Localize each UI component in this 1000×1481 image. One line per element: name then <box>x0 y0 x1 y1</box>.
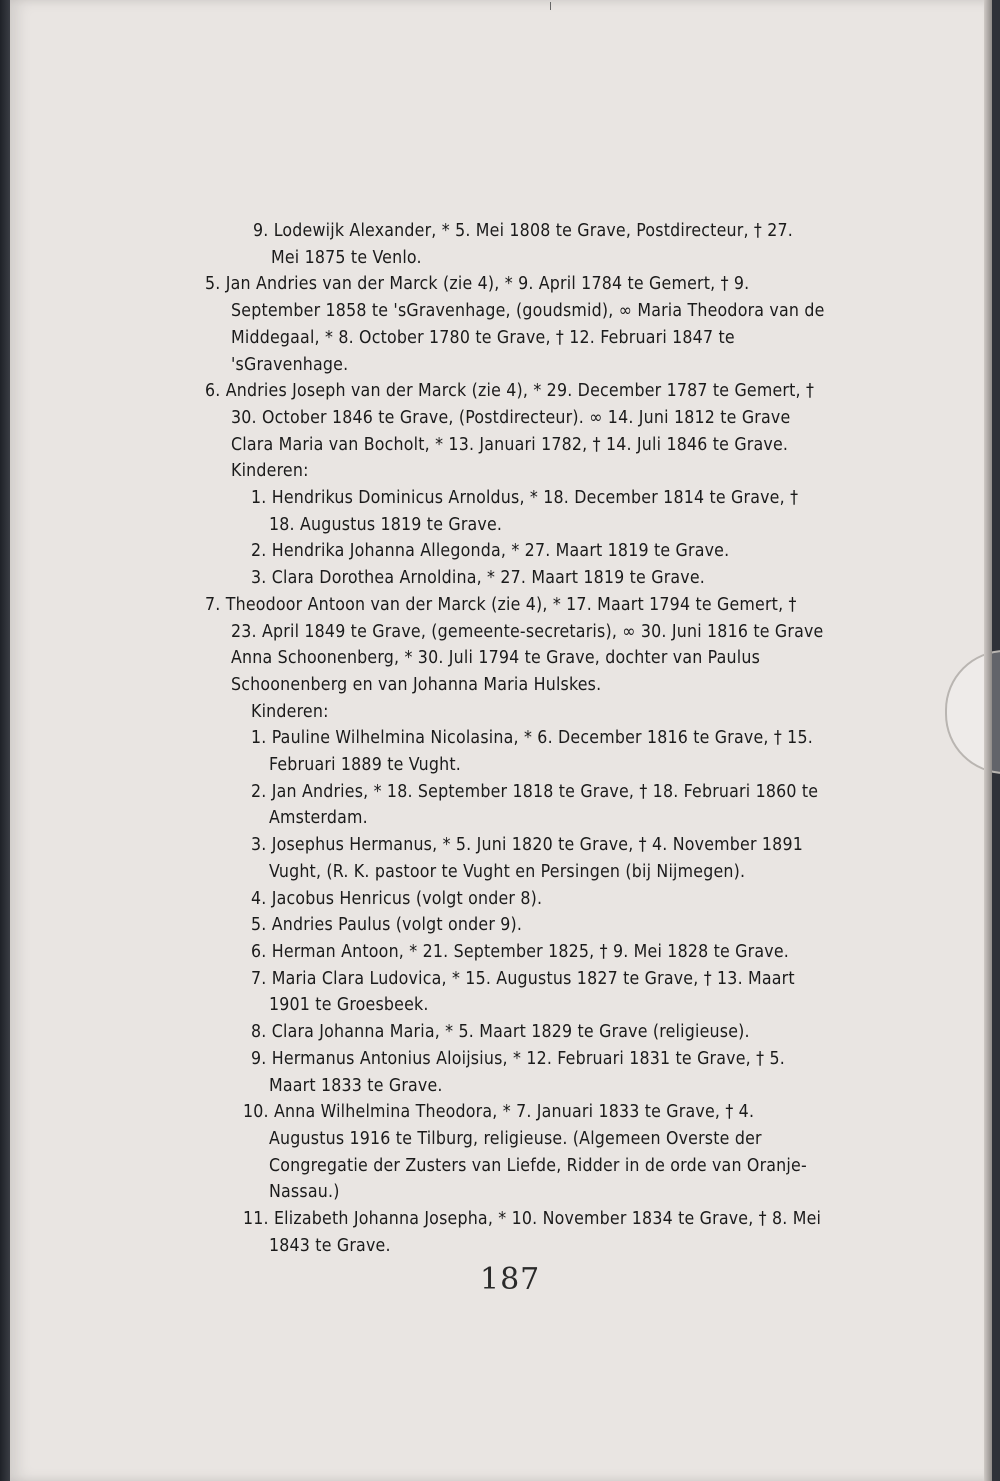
page-number: 187 <box>480 1262 541 1297</box>
child-7-8: 8. Clara Johanna Maria, * 5. Maart 1829 te Grave (religieuse). <box>251 1022 750 1043</box>
child-7-4: 4. Jacobus Henricus (volgt onder 8). <box>251 888 543 909</box>
child-7-3: 3. Josephus Hermanus, * 5. Juni 1820 te Grave, † 4. November 1891 Vught, (R. K. pastoor te Vught en Persingen (bij Nijmegen). <box>251 835 803 882</box>
page-mark <box>550 2 551 10</box>
genealogy-text <box>205 218 825 1259</box>
child-7-7: 7. Maria Clara Ludovica, * 15. Augustus 1827 te Grave, † 13. Maart 1901 te Groesbeek. <box>251 968 795 1016</box>
child-6-2: 2. Hendrika Johanna Allegonda, * 27. Maart 1819 te Grave. <box>251 541 730 562</box>
child-7-6: 6. Herman Antoon, * 21. September 1825, † 9. Mei 1828 te Grave. <box>251 941 789 962</box>
entry-6-andries: 6. Andries Joseph van der Marck (zie 4), * 29. December 1787 te Gemert, † 30. October 1846 te Grave, (Postdirecteur). ∞ 14. Juni 1812 te Grave Clara Maria van Bocholt, * 13. Januari 1782, † 14. Juli 1846 te Grave. Kinderen: <box>205 381 815 482</box>
entry-5-jan: 5. Jan Andries van der Marck (zie 4), * 9. April 1784 te Gemert, † 9. September 1858 te 'sGravenhage, (goudsmid), ∞ Maria Theodora van de Middegaal, * 8. October 1780 te Grave, † 12. Februari 1847 te 'sGravenhage. <box>205 274 825 375</box>
entry-9-lodewijk: 9. Lodewijk Alexander, * 5. Mei 1808 te Grave, Postdirecteur, † 27. Mei 1875 te Venlo. <box>253 221 794 268</box>
document-page <box>10 0 992 1481</box>
child-7-11: 11. Elizabeth Johanna Josepha, * 10. November 1834 te Grave, † 8. Mei 1843 te Grave. <box>243 1209 822 1256</box>
child-7-10: 10. Anna Wilhelmina Theodora, * 7. Januari 1833 te Grave, † 4. Augustus 1916 te Tilburg, religieuse. (Algemeen Overste der Congregatie der Zusters van Liefde, Ridder in de orde van Oranje-Nassau.) <box>243 1102 807 1203</box>
child-7-1: 1. Pauline Wilhelmina Nicolasina, * 6. December 1816 te Grave, † 15. Februari 1889 te Vught. <box>251 728 813 776</box>
entry-7-theodoor: 7. Theodoor Antoon van der Marck (zie 4), * 17. Maart 1794 te Gemert, † 23. April 1849 te Grave, (gemeente-secretaris), ∞ 30. Juni 1816 te Grave Anna Schoonenberg, * 30. Juli 1794 te Grave, dochter van Paulus Schoonenberg en van Johanna Maria Hulskes. <box>205 594 824 695</box>
child-7-9: 9. Hermanus Antonius Aloijsius, * 12. Februari 1831 te Grave, † 5. Maart 1833 te Grave. <box>251 1048 785 1096</box>
child-6-1: 1. Hendrikus Dominicus Arnoldus, * 18. December 1814 te Grave, † 18. Augustus 1819 te Grave. <box>251 488 799 535</box>
child-7-2: 2. Jan Andries, * 18. September 1818 te Grave, † 18. Februari 1860 te Amsterdam. <box>251 781 819 829</box>
child-6-3: 3. Clara Dorothea Arnoldina, * 27. Maart 1819 te Grave. <box>251 568 706 589</box>
book-spine <box>0 0 10 1481</box>
page-edge <box>984 0 992 1481</box>
kinderen-label: Kinderen: <box>251 701 329 722</box>
child-7-5: 5. Andries Paulus (volgt onder 9). <box>251 915 523 936</box>
